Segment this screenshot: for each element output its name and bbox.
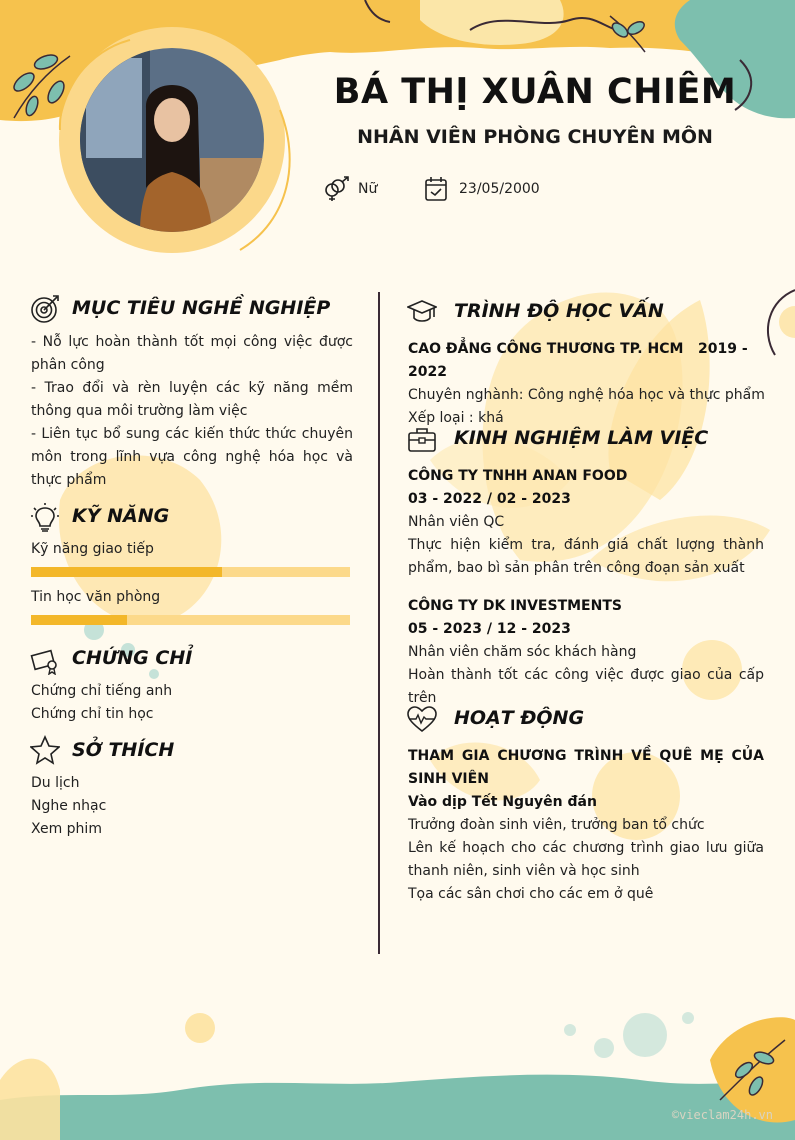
hobbies-list xyxy=(31,772,106,841)
calendar-icon xyxy=(424,176,448,202)
gender-icon xyxy=(322,176,350,202)
job-period: 03 - 2022 / 02 - 2023 xyxy=(408,491,571,507)
skill-bar-office xyxy=(31,615,350,625)
column-divider xyxy=(378,292,380,954)
activities-block xyxy=(408,745,764,906)
education-block xyxy=(408,338,768,430)
heart-pulse-icon xyxy=(407,705,437,735)
job-title: NHÂN VIÊN PHÒNG CHUYÊN MÔN xyxy=(357,126,713,148)
candidate-name: BÁ THỊ XUÂN CHIÊM xyxy=(333,72,737,112)
list-item: Du lịch xyxy=(31,775,80,791)
diploma-icon xyxy=(30,645,60,675)
list-item: - Liên tục bổ sung các kiến thức thức chuyên môn trong lĩnh vựa công nghệ hóa học và thực phẩm xyxy=(31,426,353,488)
education-grade: Xếp loại : khá xyxy=(408,410,504,426)
job-role: Nhân viên chăm sóc khách hàng xyxy=(408,644,637,660)
education-school-line xyxy=(408,338,768,384)
experience-job-1 xyxy=(408,465,764,580)
list-item: - Trao đổi và rèn luyện các kỹ năng mềm thông qua môi trường làm việc xyxy=(31,380,353,419)
certificates-list xyxy=(31,680,172,726)
skill-bar-fill xyxy=(31,567,222,577)
portrait-photo xyxy=(80,48,264,232)
target-icon xyxy=(30,294,60,324)
certificates-heading: CHỨNG CHỈ xyxy=(72,647,193,669)
avatar xyxy=(80,48,264,232)
career-goal-list xyxy=(31,331,353,492)
experience-heading: KINH NGHIỆM LÀM VIỆC xyxy=(454,427,709,449)
skill-bar-communication xyxy=(31,567,350,577)
skill-bar-fill xyxy=(31,615,127,625)
job-role: Nhân viên QC xyxy=(408,514,505,530)
education-heading: TRÌNH ĐỘ HỌC VẤN xyxy=(454,300,664,322)
activities-heading: HOẠT ĐỘNG xyxy=(454,707,585,729)
hobbies-heading: SỞ THÍCH xyxy=(72,739,175,761)
company-name: CÔNG TY TNHH ANAN FOOD xyxy=(408,468,628,484)
education-period: 2019 - 2022 xyxy=(408,341,748,380)
school-name: CAO ĐẲNG CÔNG THƯƠNG TP. HCM xyxy=(408,341,684,357)
list-item: Lên kế hoạch cho các chương trình giao lưu giữa thanh niên, sinh viên và học sinh xyxy=(408,840,764,879)
job-description: Thực hiện kiểm tra, đánh giá chất lượng thành phẩm, bao bì sản phân trên công đoạn sản xuất xyxy=(408,537,764,576)
career-goal-heading: MỤC TIÊU NGHỀ NGHIỆP xyxy=(72,297,331,319)
graduation-cap-icon xyxy=(407,297,437,327)
star-icon xyxy=(30,735,60,765)
list-item: Tọa các sân chơi cho các em ở quê xyxy=(408,886,654,902)
list-item: Chứng chỉ tiếng anh xyxy=(31,683,173,699)
list-item: Trưởng đoàn sinh viên, trưởng ban tổ chức xyxy=(408,817,705,833)
list-item: Xem phim xyxy=(31,821,102,837)
list-item: Chứng chỉ tin học xyxy=(31,706,154,722)
briefcase-icon xyxy=(407,425,437,455)
lightbulb-icon xyxy=(30,502,60,532)
list-item: - Nỗ lực hoàn thành tốt mọi công việc được phân công xyxy=(31,334,353,373)
skill-label-communication: Kỹ năng giao tiếp xyxy=(31,541,154,557)
company-name: CÔNG TY DK INVESTMENTS xyxy=(408,598,622,614)
skill-label-office: Tin học văn phòng xyxy=(31,589,161,605)
activity-title: THAM GIA CHƯƠNG TRÌNH VỀ QUÊ MẸ CỦA SINH VIÊN xyxy=(408,748,764,787)
job-description: Hoàn thành tốt các công việc được giao của cấp trên xyxy=(408,667,764,706)
birthdate-value: 23/05/2000 xyxy=(459,181,540,197)
gender-value: Nữ xyxy=(358,181,378,197)
list-item: Nghe nhạc xyxy=(31,798,107,814)
skills-heading: KỸ NĂNG xyxy=(72,505,170,527)
education-major: Chuyên nghành: Công nghệ hóa học và thực phẩm xyxy=(408,387,765,403)
experience-job-2 xyxy=(408,595,764,710)
watermark: ©vieclam24h.vn xyxy=(671,1108,773,1122)
activity-subtitle: Vào dịp Tết Nguyên đán xyxy=(408,794,597,810)
job-period: 05 - 2023 / 12 - 2023 xyxy=(408,621,571,637)
